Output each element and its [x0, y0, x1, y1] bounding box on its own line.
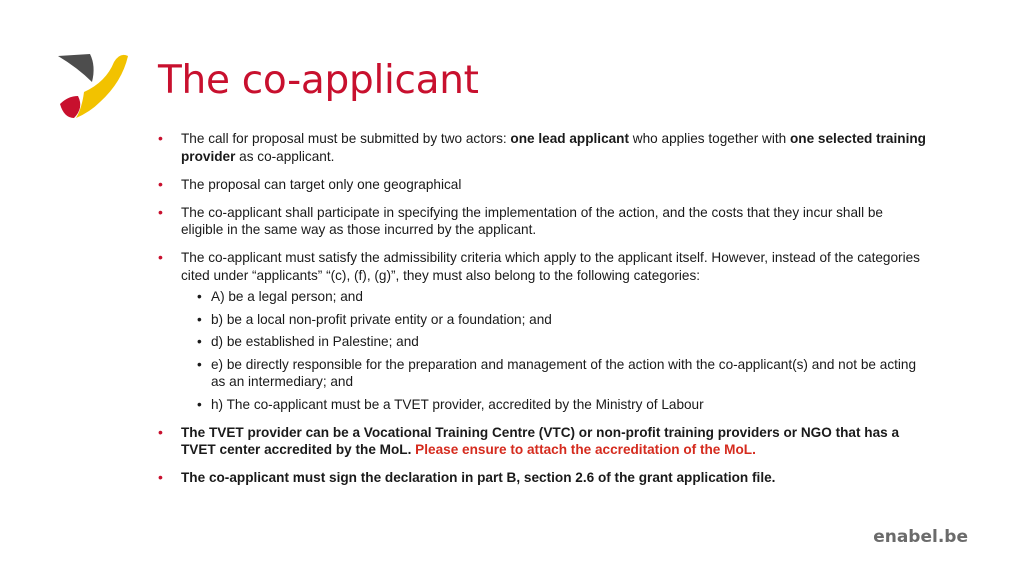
bullet-item-submission: • The call for proposal must be submitted by two actors: one lead applicant who applies together with one selected training provider as co-applicant. [158, 130, 928, 165]
bullet-item-declaration: • The co-applicant must sign the declaration in part B, section 2.6 of the grant application file. [158, 469, 928, 487]
bullet-item-tvet: • The TVET provider can be a Vocational Training Centre (VTC) or non-profit training providers or NGO that has a TVET center accredited by the MoL. Please ensure to attach the accreditation of the MoL. [158, 424, 928, 459]
bullet-item-geography: • The proposal can target only one geographical [158, 176, 928, 194]
bullet-list [158, 130, 928, 487]
slide-title: The co-applicant [158, 58, 479, 103]
sub-item-non-profit: • b) be a local non-profit private entity or a foundation; and [181, 311, 928, 329]
footer-brand: enabel.be [873, 527, 968, 547]
sub-bullet-list [181, 288, 928, 413]
bullet-item-admissibility: • The co-applicant must satisfy the admissibility criteria which apply to the applicant itself. However, instead of the categories cited under “applicants” “(c), (f), (g)”, they must also belong to the following categories: • A) be a legal person; and • b) be a local non-profit private entity or a foundation; and • d) be established in Palestine; and • e) be directly responsible for the preparation and management of the action with the co-applicant(s) and not be acting as an intermediary; and • h) The co-applicant must be a TVET provider, accredited by the Ministry of Labour [158, 249, 928, 413]
sub-item-legal-person: • A) be a legal person; and [181, 288, 928, 306]
sub-item-palestine: • d) be established in Palestine; and [181, 333, 928, 351]
enabel-logo-icon [56, 52, 130, 120]
sub-item-responsible: • e) be directly responsible for the preparation and management of the action with the co-applicant(s) and not be acting as an intermediary; and [181, 356, 928, 391]
sub-item-tvet-provider: • h) The co-applicant must be a TVET provider, accredited by the Ministry of Labour [181, 396, 928, 414]
bullet-item-participation: • The co-applicant shall participate in specifying the implementation of the action, and the costs that they incur shall be eligible in the same way as those incurred by the applicant. [158, 204, 928, 239]
slide-content [158, 130, 928, 497]
